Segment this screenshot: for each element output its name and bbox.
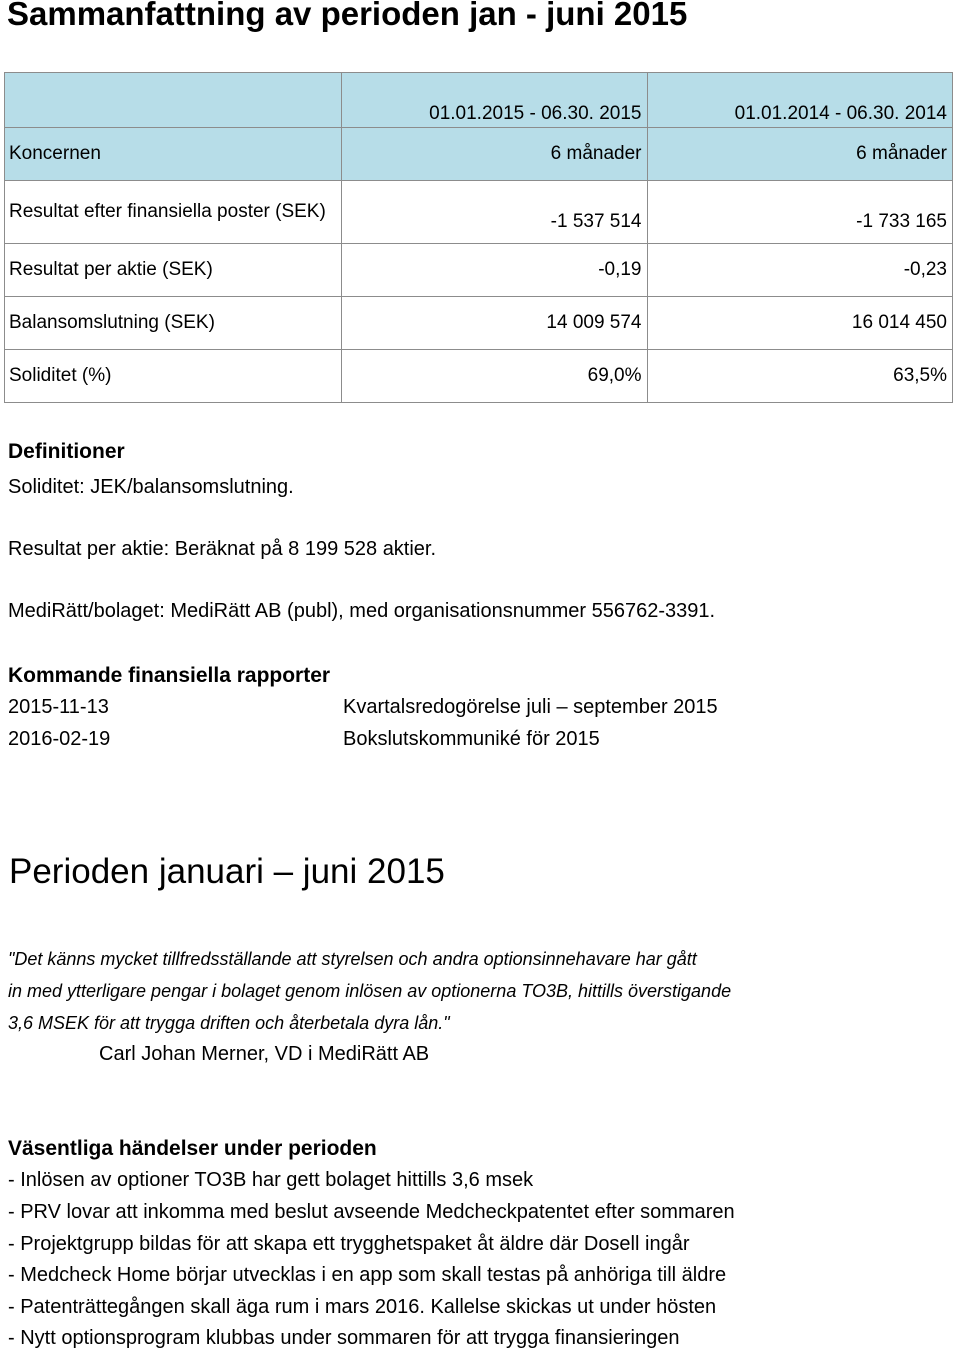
row-current: -0,19 (342, 244, 648, 297)
row-current: -1 537 514 (342, 181, 648, 244)
report-date: 2015-11-13 (8, 696, 109, 718)
row-label: Soliditet (%) (5, 350, 342, 403)
table-subheader-row (5, 128, 953, 181)
reports-heading: Kommande finansiella rapporter (8, 664, 331, 687)
table-header-row (5, 73, 953, 128)
group-label: Koncernen (5, 128, 342, 181)
table-row (5, 181, 953, 244)
report-name: Bokslutskommuniké för 2015 (343, 728, 600, 750)
table-row (5, 244, 953, 297)
events-heading: Väsentliga händelser under perioden (8, 1137, 377, 1160)
definition-line: Soliditet: JEK/balansomslutning. (8, 476, 294, 498)
row-previous: -1 733 165 (647, 181, 953, 244)
event-item: - Projektgrupp bildas för att skapa ett trygghetspaket åt äldre där Dosell ingår (8, 1233, 690, 1255)
period-previous: 01.01.2014 - 06.30. 2014 (647, 73, 953, 128)
row-current: 14 009 574 (342, 297, 648, 350)
table-row (5, 350, 953, 403)
row-previous: -0,23 (647, 244, 953, 297)
event-item: - Medcheck Home börjar utvecklas i en app som skall testas på anhöriga till äldre (8, 1264, 727, 1286)
duration-previous: 6 månader (647, 128, 953, 181)
row-previous: 16 014 450 (647, 297, 953, 350)
event-item: - Inlösen av optioner TO3B har gett bolaget hittills 3,6 msek (8, 1169, 534, 1191)
event-item: - Nytt optionsprogram klubbas under sommaren för att trygga finansieringen (8, 1327, 680, 1349)
quote-attribution: Carl Johan Merner, VD i MediRätt AB (99, 1043, 430, 1065)
period-heading: Perioden januari – juni 2015 (9, 852, 445, 891)
definition-line: Resultat per aktie: Beräknat på 8 199 528 aktier. (8, 538, 437, 560)
row-label: Balansomslutning (SEK) (5, 297, 342, 350)
summary-table (4, 72, 953, 403)
row-label: Resultat per aktie (SEK) (5, 244, 342, 297)
table-row (5, 297, 953, 350)
report-date: 2016-02-19 (8, 728, 111, 750)
row-current: 69,0% (342, 350, 648, 403)
quote-line: 3,6 MSEK för att trygga driften och återbetala dyra lån." (8, 1013, 450, 1033)
period-current: 01.01.2015 - 06.30. 2015 (342, 73, 648, 128)
row-previous: 63,5% (647, 350, 953, 403)
event-item: - PRV lovar att inkomma med beslut avseende Medcheckpatentet efter sommaren (8, 1201, 735, 1223)
report-name: Kvartalsredogörelse juli – september 2015 (343, 696, 718, 718)
duration-current: 6 månader (342, 128, 648, 181)
event-item: - Patenträttegången skall äga rum i mars 2016. Kallelse skickas ut under hösten (8, 1296, 717, 1318)
quote-line: in med ytterligare pengar i bolaget genom inlösen av optionerna TO3B, hittills överstigande (8, 981, 732, 1001)
definition-line: MediRätt/bolaget: MediRätt AB (publ), med organisationsnummer 556762-3391. (8, 600, 716, 622)
row-label: Resultat efter finansiella poster (SEK) (5, 181, 342, 244)
page-title: Sammanfattning av perioden jan - juni 2015 (7, 0, 688, 32)
quote-line: "Det känns mycket tillfredsställande att styrelsen och andra optionsinnehavare har gått (8, 949, 697, 969)
definitions-heading: Definitioner (8, 440, 125, 463)
